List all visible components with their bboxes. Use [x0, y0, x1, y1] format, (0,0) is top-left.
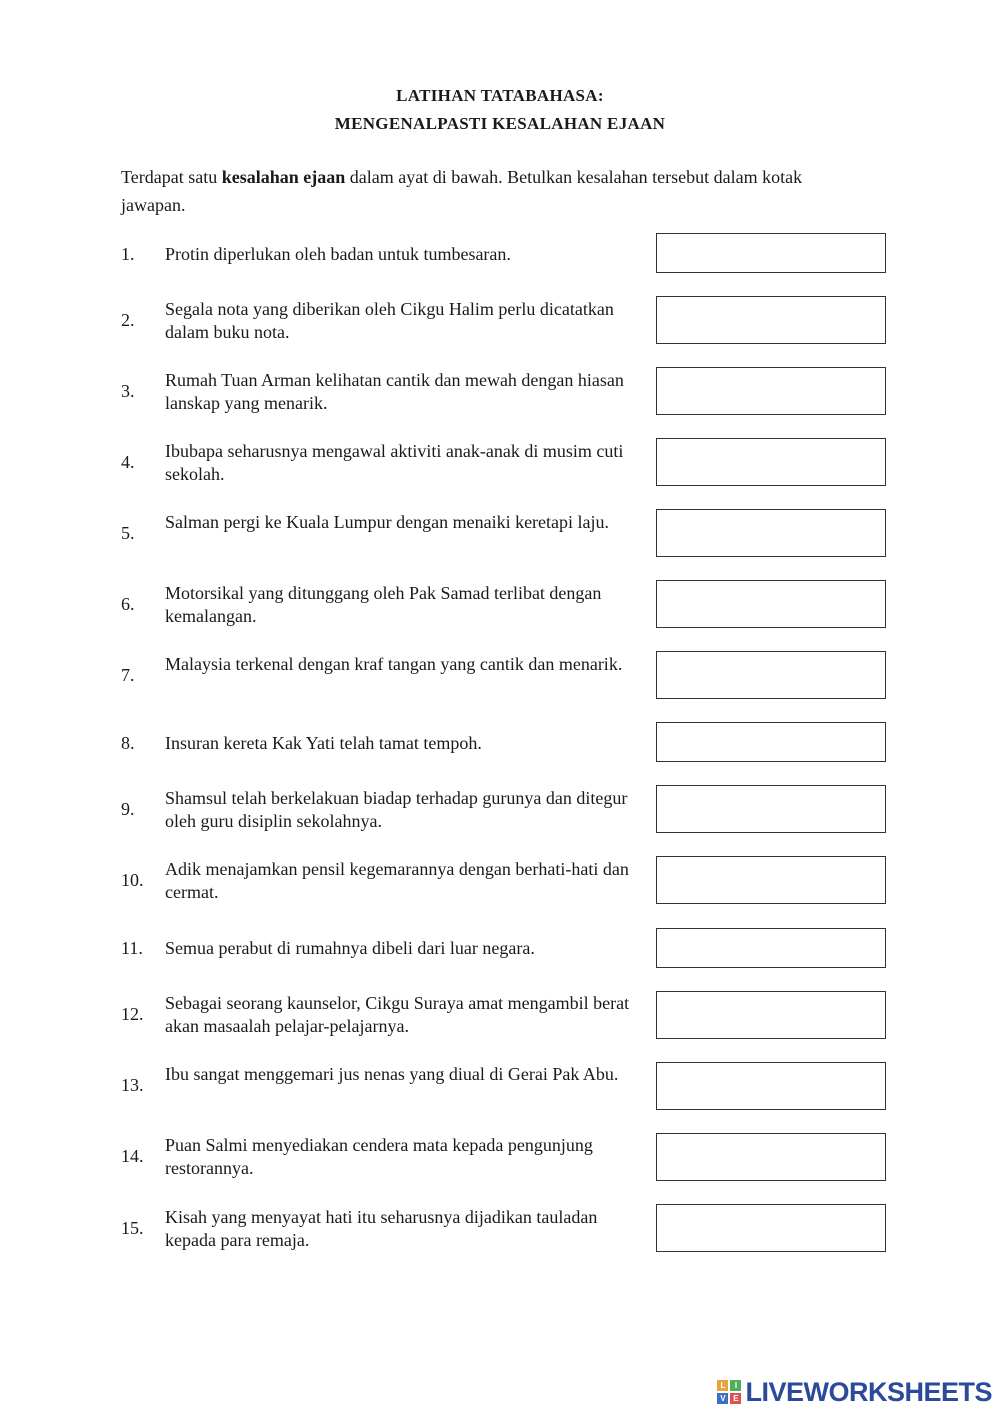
answer-box[interactable]: [656, 1062, 886, 1110]
question-text: Insuran kereta Kak Yati telah tamat tempoh.: [165, 733, 482, 753]
question-number: 6.: [121, 594, 135, 614]
answer-box[interactable]: [656, 438, 886, 486]
question-text: Rumah Tuan Arman kelihatan cantik dan mewah dengan hiasan lanskap yang menarik.: [165, 370, 624, 413]
answer-box[interactable]: [656, 1204, 886, 1252]
logo-mark-i: I: [730, 1380, 741, 1391]
question-number: 8.: [121, 733, 135, 753]
question-text: Ibu sangat menggemari jus nenas yang diual di Gerai Pak Abu.: [165, 1064, 619, 1084]
question-text: Puan Salmi menyediakan cendera mata kepada pengunjung restorannya.: [165, 1135, 593, 1178]
question-number: 5.: [121, 523, 135, 543]
question-text: Motorsikal yang ditunggang oleh Pak Samad terlibat dengan kemalangan.: [165, 583, 602, 626]
answer-box[interactable]: [656, 651, 886, 699]
answer-box[interactable]: [656, 509, 886, 557]
answer-box[interactable]: [656, 856, 886, 904]
question-text: Shamsul telah berkelakuan biadap terhadap gurunya dan ditegur oleh guru disiplin sekolahnya.: [165, 788, 628, 831]
instructions-after: dalam ayat di bawah. Betulkan kesalahan tersebut dalam kotak jawapan.: [121, 167, 803, 215]
logo-mark-icon: [717, 1380, 741, 1404]
question-number: 11.: [121, 938, 143, 958]
question-number: 1.: [121, 244, 135, 264]
question-text: Salman pergi ke Kuala Lumpur dengan menaiki keretapi laju.: [165, 512, 610, 532]
question-number: 7.: [121, 665, 135, 685]
answer-box[interactable]: [656, 991, 886, 1039]
answer-box[interactable]: [656, 928, 886, 968]
question-number: 15.: [121, 1218, 144, 1238]
question-number: 2.: [121, 310, 135, 330]
instructions-before: Terdapat satu: [121, 167, 222, 187]
answer-box[interactable]: [656, 580, 886, 628]
question-number: 12.: [121, 1004, 144, 1024]
answer-box[interactable]: [656, 367, 886, 415]
logo-mark-e: E: [730, 1393, 741, 1404]
question-text: Sebagai seorang kaunselor, Cikgu Suraya amat mengambil berat akan masaalah pelajar-pelajarnya.: [165, 993, 630, 1036]
answer-box[interactable]: [656, 785, 886, 833]
question-number: 3.: [121, 381, 135, 401]
question-text: Kisah yang menyayat hati itu seharusnya dijadikan tauladan kepada para remaja.: [165, 1207, 598, 1250]
logo-mark-l: L: [717, 1380, 728, 1391]
instructions-bold: kesalahan ejaan: [221, 167, 346, 187]
question-text: Ibubapa seharusnya mengawal aktiviti anak-anak di musim cuti sekolah.: [165, 441, 624, 484]
question-text: Malaysia terkenal dengan kraf tangan yang cantik dan menarik.: [165, 654, 623, 674]
instructions: [121, 163, 861, 219]
liveworksheets-logo: [717, 1377, 992, 1407]
logo-mark-v: V: [717, 1393, 728, 1404]
title-line-2: MENGENALPASTI KESALAHAN EJAAN: [334, 114, 666, 133]
question-number: 10.: [121, 870, 144, 890]
answer-box[interactable]: [656, 296, 886, 344]
question-number: 13.: [121, 1075, 144, 1095]
question-text: Adik menajamkan pensil kegemarannya dengan berhati-hati dan cermat.: [165, 859, 629, 902]
question-number: 9.: [121, 799, 135, 819]
question-text: Segala nota yang diberikan oleh Cikgu Halim perlu dicatatkan dalam buku nota.: [165, 299, 614, 342]
answer-box[interactable]: [656, 1133, 886, 1181]
question-text: Semua perabut di rumahnya dibeli dari luar negara.: [165, 938, 535, 958]
logo-text: LIVEWORKSHEETS: [745, 1376, 992, 1407]
question-number: 4.: [121, 452, 135, 472]
answer-box[interactable]: [656, 233, 886, 273]
question-number: 14.: [121, 1146, 144, 1166]
answer-box[interactable]: [656, 722, 886, 762]
question-text: Protin diperlukan oleh badan untuk tumbesaran.: [165, 244, 511, 264]
title-line-1: LATIHAN TATABAHASA:: [396, 86, 604, 105]
